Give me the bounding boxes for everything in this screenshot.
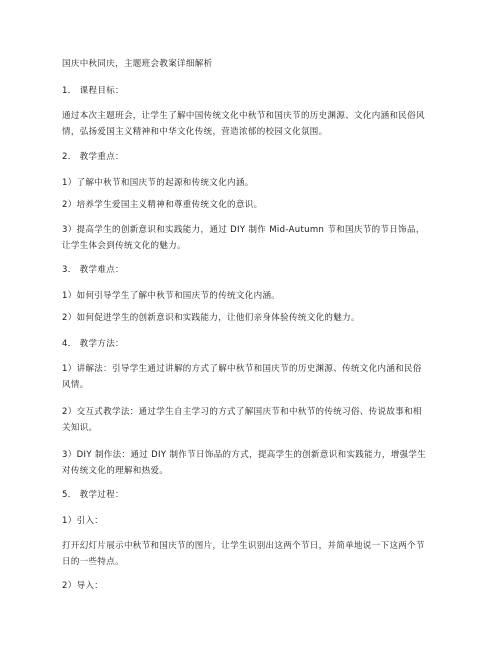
paragraph-line: 3）DIY 制作法：通过 DIY 制作节日饰品的方式，提高学生的创新意识和实践能力，增强学生 xyxy=(62,450,427,460)
section-heading-methods: 4． 教学方法： xyxy=(62,339,124,349)
paragraph-line: 风情。 xyxy=(62,380,89,390)
list-item: 1）了解中秋节和国庆节的起源和传统文化内涵。 xyxy=(62,178,254,188)
paragraph-line: 3）提高学生的创新意识和实践能力，通过 DIY 制作 Mid-Autumn 节和国庆节的节日饰品， xyxy=(62,225,425,235)
paragraph-line: 打开幻灯片展示中秋节和国庆节的图片，让学生识别出这两个节日，并简单地说一下这两个节 xyxy=(62,541,425,551)
list-item: 2）导入： xyxy=(62,581,104,591)
list-item: 2）如何促进学生的创新意识和实践能力，让他们亲身体验传统文化的魅力。 xyxy=(62,313,360,323)
list-item xyxy=(62,447,446,479)
section-heading-difficulties: 3． 教学难点： xyxy=(62,265,124,275)
list-item xyxy=(62,404,446,436)
section-heading-process: 5． 教学过程： xyxy=(62,490,124,500)
paragraph-line: 日的一些特点。 xyxy=(62,557,124,567)
list-item xyxy=(62,222,446,254)
list-item xyxy=(62,361,446,393)
list-item: 2）培养学生爱国主义精神和尊重传统文化的意识。 xyxy=(62,200,263,210)
section-heading-goals: 1． 课程目标： xyxy=(62,86,124,96)
paragraph-line: 情，弘扬爱国主义精神和中华文化传统，营造浓郁的校园文化氛围。 xyxy=(62,127,328,137)
document-title: 国庆中秋同庆，主题班会教案详细解析 xyxy=(62,59,213,69)
goals-paragraph xyxy=(62,108,446,140)
list-item: 1）引入： xyxy=(62,516,104,526)
paragraph-line: 通过本次主题班会，让学生了解中国传统文化中秋节和国庆节的历史渊源、文化内涵和民俗风 xyxy=(62,111,425,121)
list-item: 1）如何引导学生了解中秋节和国庆节的传统文化内涵。 xyxy=(62,291,281,301)
process-intro-paragraph xyxy=(62,538,446,570)
paragraph-line: 让学生体会到传统文化的魅力。 xyxy=(62,241,186,251)
paragraph-line: 2）交互式教学法：通过学生自主学习的方式了解国庆节和中秋节的传统习俗、传说故事和相 xyxy=(62,407,422,417)
paragraph-line: 关知识。 xyxy=(62,423,98,433)
paragraph-line: 1）讲解法：引导学生通过讲解的方式了解中秋节和国庆节的历史渊源、传统文化内涵和民俗 xyxy=(62,364,422,374)
paragraph-line: 对传统文化的理解和热爱。 xyxy=(62,466,169,476)
section-heading-key-points: 2． 教学重点： xyxy=(62,152,124,162)
